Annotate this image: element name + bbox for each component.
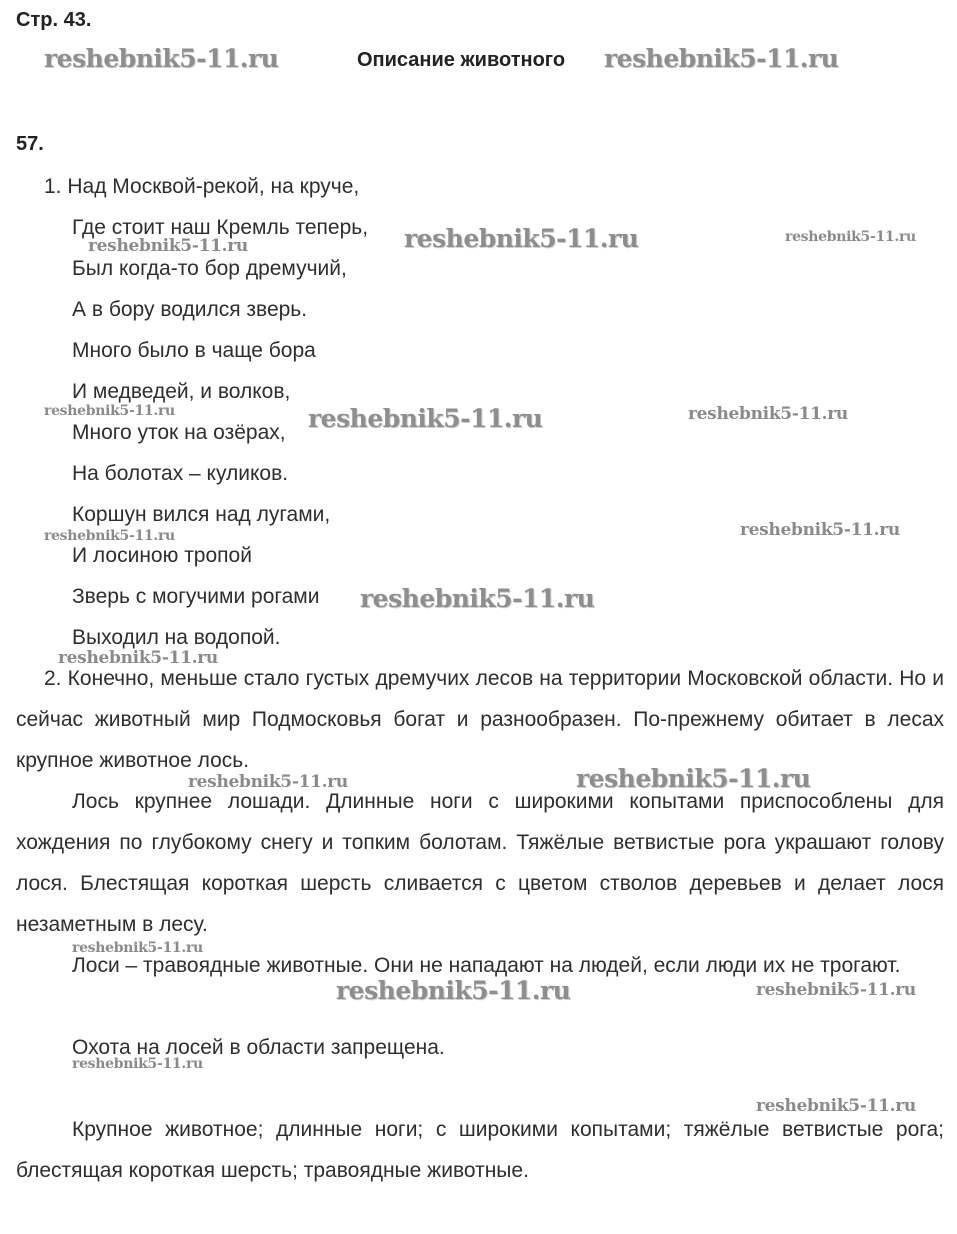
paragraph-moose-description: Лось крупнее лошади. Длинные ноги с широкими копытами приспособлены для хождения по глубокому снегу и топким болотам. Тяжёлые ветвистые рога украшают голову лося. Блестящая короткая шерсть сливается с цветом стволов деревьев и делает лося незаметным в лесу. [16, 790, 944, 936]
poem-line: Выходил на водопой. [72, 626, 281, 649]
watermark: reshebnik5-11.ru [308, 404, 543, 433]
watermark: reshebnik5-11.ru [576, 764, 811, 793]
watermark: reshebnik5-11.ru [44, 403, 175, 419]
watermark: reshebnik5-11.ru [72, 1056, 203, 1072]
watermark: reshebnik5-11.ru [604, 44, 839, 73]
poem-line: И медведей, и волков, [72, 380, 291, 403]
watermark: reshebnik5-11.ru [88, 236, 248, 256]
poem-line: А в бору водился зверь. [72, 298, 308, 321]
watermark: reshebnik5-11.ru [44, 528, 175, 544]
paragraph-intro: 2. Конечно, меньше стало густых дремучих лесов на территории Московской области. Но и сейчас животный мир Подмосковья богат и разнообразен. По-прежнему обитает в лесах крупное животное лось. [16, 667, 944, 772]
watermark: reshebnik5-11.ru [360, 584, 595, 613]
watermark: reshebnik5-11.ru [336, 976, 571, 1005]
watermark: reshebnik5-11.ru [404, 224, 639, 253]
paragraph-summary: Крупное животное; длинные ноги; с широкими копытами; тяжёлые ветвистые рога; блестящая короткая шерсть; травоядные животные. [16, 1118, 944, 1182]
section-title: Описание животного [357, 49, 566, 71]
watermark: reshebnik5-11.ru [785, 229, 916, 245]
poem-line: На болотах – куликов. [72, 462, 289, 485]
watermark: reshebnik5-11.ru [688, 404, 848, 424]
paragraph-herbivores: Лоси – травоядные животные. Они не нападают на людей, если люди их не трогают. [72, 954, 901, 977]
poem-line: Много было в чаще бора [72, 339, 316, 362]
poem-line: Был когда-то бор дремучий, [72, 257, 347, 280]
watermark: reshebnik5-11.ru [72, 940, 203, 956]
watermark: reshebnik5-11.ru [188, 772, 348, 792]
paragraph-hunting-ban: Охота на лосей в области запрещена. [72, 1036, 445, 1059]
poem-line: Где стоит наш Кремль теперь, [72, 216, 369, 239]
poem-line: Коршун вился над лугами, [72, 503, 331, 526]
watermark: reshebnik5-11.ru [44, 44, 279, 73]
watermark: reshebnik5-11.ru [756, 980, 916, 1000]
poem-line: Зверь с могучими рогами [72, 585, 320, 608]
poem-line: И лосиною тропой [72, 544, 252, 567]
watermark: reshebnik5-11.ru [740, 520, 900, 540]
poem-line: Много уток на озёрах, [72, 421, 286, 444]
watermark: reshebnik5-11.ru [58, 648, 218, 668]
exercise-number: 57. [16, 133, 44, 155]
watermark: reshebnik5-11.ru [756, 1096, 916, 1116]
page-reference: Стр. 43. [16, 9, 92, 31]
poem-line: 1. Над Москвой-рекой, на круче, [44, 175, 360, 198]
